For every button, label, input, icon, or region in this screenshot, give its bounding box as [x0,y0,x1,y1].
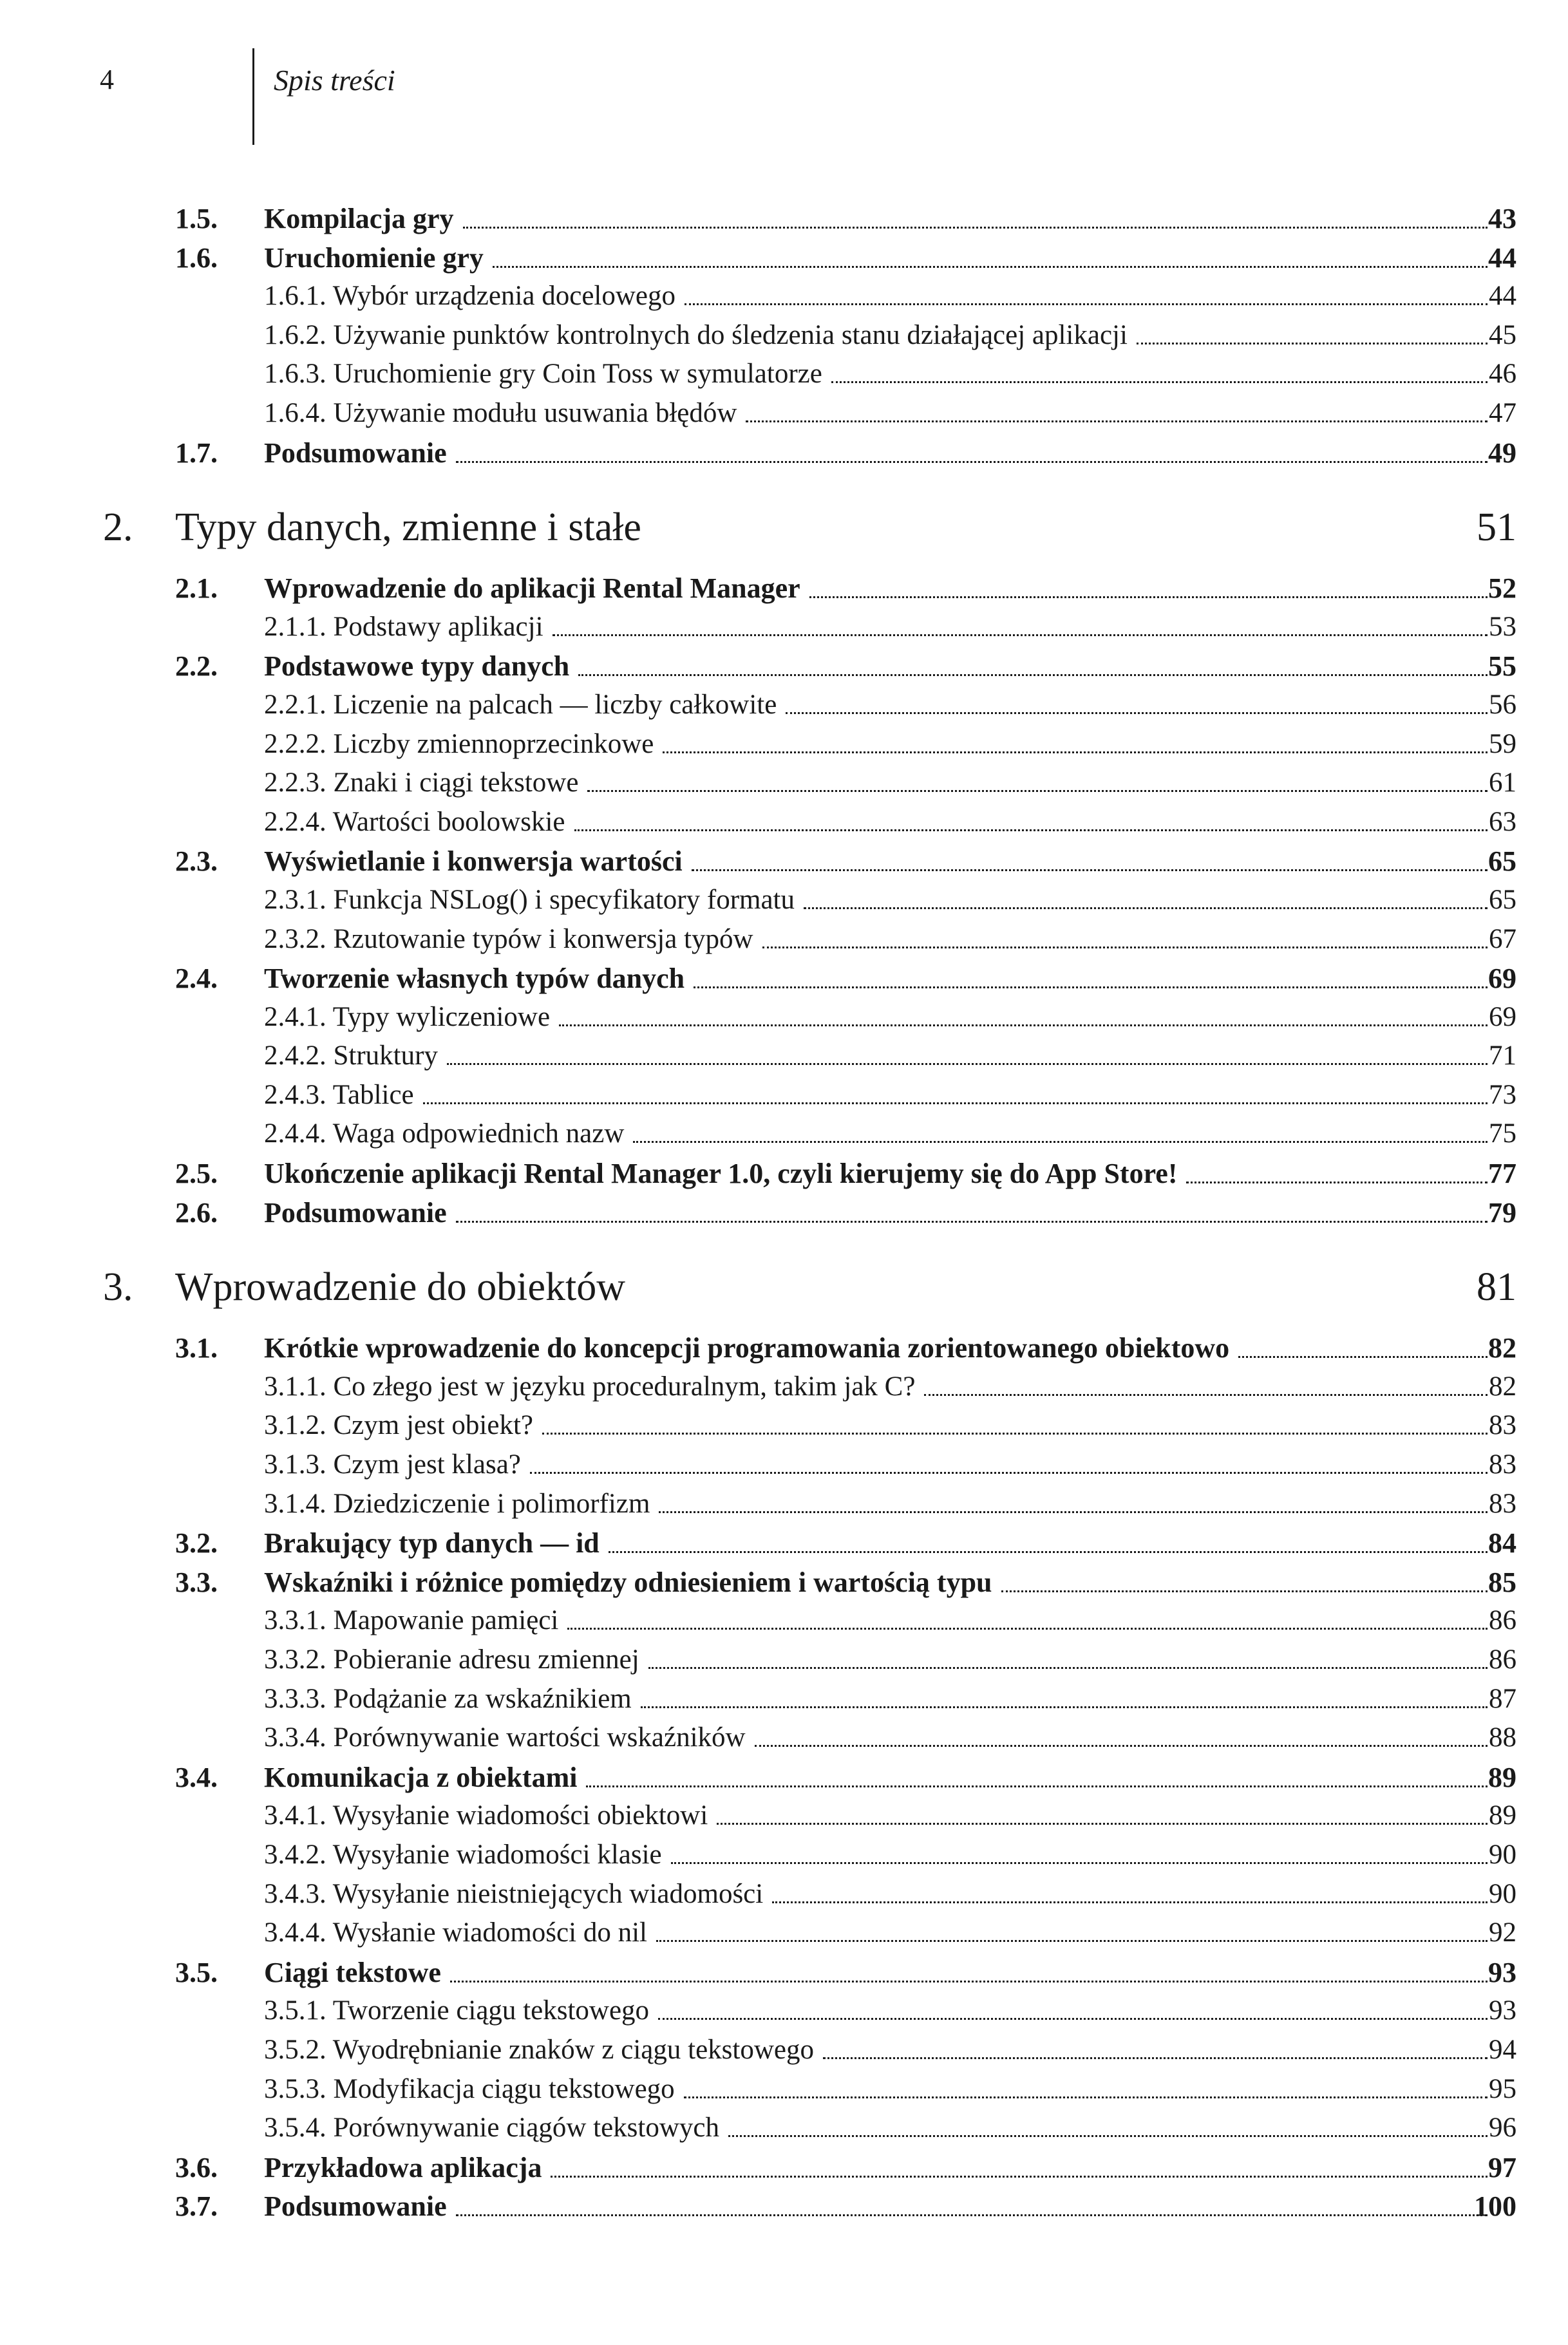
toc-entry [0,1194,1568,1233]
toc-entry-title: 3.5.3. Modyfikacja ciągu tekstowego [264,2073,675,2104]
toc-entry [0,1077,1568,1116]
toc-entry-title: 3.5.1. Tworzenie ciągu tekstowego [264,1995,650,2026]
toc-entry-page: 82 [1489,1371,1516,1402]
toc-entry-number: 2.6. [175,1196,218,1229]
toc-entry-title: 3.4.1. Wysyłanie wiadomości obiektowi [264,1800,708,1831]
toc-entry [0,2187,1568,2227]
toc-entry-page: 90 [1489,1839,1516,1870]
toc-entry-title: Wyświetlanie i konwersja wartości [264,845,683,878]
toc-entry [0,1641,1568,1681]
toc-entry-page: 46 [1489,359,1516,390]
toc-entry-title: 2.3.1. Funkcja NSLog() i specyfikatory formatu [264,884,795,915]
toc-entry-page: 75 [1489,1118,1516,1149]
toc-entry-title: 2.4.4. Waga odpowiednich nazw [264,1118,625,1149]
toc-entry-page: 93 [1489,1995,1516,2026]
toc-entry-page: 86 [1489,1605,1516,1636]
dot-leader [772,1901,1488,1903]
toc-entry [0,355,1568,395]
toc-entry-title: 3.1.4. Dziedziczenie i polimorfizm [264,1488,650,1519]
toc-entry-number: 3.7. [175,2190,218,2223]
dot-leader [685,303,1488,305]
toc-entry-page: 43 [1488,203,1516,234]
dot-leader [456,1221,1488,1223]
toc-entry-title: Uruchomienie gry [264,241,484,274]
toc-entry-number: 3.5. [175,1956,218,1988]
toc-entry-page: 83 [1489,1449,1516,1480]
toc-entry-title: 2.2.1. Liczenie na palcach — liczby całkowite [264,689,777,720]
toc-entry [0,842,1568,881]
toc-entry [0,569,1568,608]
toc-chapter [0,1232,1568,1329]
toc-entry-title: Brakujący typ danych — id [264,1527,600,1559]
toc-entry [0,278,1568,317]
toc-entry [0,1602,1568,1641]
dot-leader [924,1394,1488,1396]
toc-entry-title: 2.2.4. Wartości boolowskie [264,806,565,837]
toc-entry-number: 1.6. [175,241,218,274]
toc-entry-title: Kompilacja gry [264,203,454,234]
toc-entry-title: Przykładowa aplikacja [264,2151,542,2183]
dot-leader [1001,1590,1488,1592]
toc-entry-number: 1.5. [175,203,218,234]
dot-leader [671,1862,1488,1864]
toc-entry-page: 73 [1489,1079,1516,1110]
toc-entry-page: 44 [1488,241,1516,274]
dot-leader [574,829,1488,831]
toc-entry [0,2149,1568,2188]
dot-leader [1238,1356,1488,1358]
toc-entry-number: 3.4. [175,1761,218,1793]
dot-leader [684,2096,1488,2098]
toc-entry-number: 2.2. [175,650,218,683]
toc-entry-page: 49 [1488,437,1516,469]
dot-leader [609,1551,1488,1553]
toc-entry-title: 3.1.3. Czym jest klasa? [264,1449,521,1480]
toc-entry-page: 69 [1489,1001,1516,1032]
toc-entry [0,999,1568,1038]
dot-leader [633,1141,1488,1143]
toc-entry-page: 95 [1489,2073,1516,2104]
toc-entry-page: 52 [1488,572,1516,605]
toc-entry-page: 65 [1488,845,1516,878]
toc-entry [0,804,1568,843]
toc-entry [0,1154,1568,1194]
toc-entry-title: 3.4.4. Wysłanie wiadomości do nil [264,1917,647,1948]
toc-entry-page: 45 [1489,319,1516,350]
toc-entry-title: Komunikacja z obiektami [264,1761,578,1793]
dot-leader [659,1511,1488,1513]
dot-leader [559,1024,1488,1026]
toc-entry [0,726,1568,765]
toc-entry-title: 3.3.2. Pobieranie adresu zmiennej [264,1644,639,1675]
toc-entry [0,1992,1568,2031]
dot-leader [1137,343,1488,344]
dot-leader [831,381,1488,383]
dot-leader [809,596,1488,598]
toc-entry [0,647,1568,686]
toc-entry [0,2109,1568,2149]
dot-leader [423,1102,1488,1104]
toc-entry [0,1954,1568,1993]
toc-entry-title: 3.3.4. Porównywanie wartości wskaźników [264,1722,746,1753]
toc-entry-page: 81 [1477,1265,1516,1310]
dot-leader [456,461,1488,463]
toc-entry-title: 2.4.3. Tablice [264,1079,414,1110]
toc-entry-page: 93 [1488,1956,1516,1988]
toc-entry-title: 3.5.4. Porównywanie ciągów tekstowych [264,2113,719,2143]
toc-entry-page: 77 [1488,1158,1516,1190]
dot-leader [530,1472,1488,1474]
toc-entry-title: 3.3.3. Podążanie za wskaźnikiem [264,1683,632,1714]
toc-entry-number: 2. [103,505,133,550]
toc-entry-number: 1.7. [175,437,218,469]
toc-entry-page: 94 [1489,2034,1516,2065]
toc-entry [0,1446,1568,1485]
dot-leader [656,1940,1488,1942]
dot-leader [456,2214,1488,2216]
dot-leader [641,1706,1488,1708]
toc-entry-title: Podsumowanie [264,2190,447,2223]
toc-entry [0,1524,1568,1563]
toc-entry [0,239,1568,278]
toc-entry-page: 92 [1489,1917,1516,1948]
dot-leader [728,2135,1488,2137]
toc-entry-title: Podsumowanie [264,1196,447,1229]
toc-entry [0,1407,1568,1446]
toc-entry-title: Typy danych, zmienne i stałe [175,505,641,550]
toc-entry-page: 61 [1489,768,1516,798]
toc-entry-number: 3.6. [175,2151,218,2183]
toc-entry-page: 87 [1489,1683,1516,1714]
toc-entry-page: 44 [1489,281,1516,312]
dot-leader [648,1667,1488,1669]
toc-entry-title: Ukończenie aplikacji Rental Manager 1.0, czyli kierujemy się do App Store! [264,1158,1178,1190]
toc-entry-page: 85 [1488,1566,1516,1598]
toc-entry-page: 51 [1477,505,1516,550]
toc-entry-page: 86 [1489,1644,1516,1675]
toc-entry [0,1368,1568,1408]
dot-leader [663,751,1488,753]
dot-leader [463,227,1488,229]
page-header [0,0,1568,155]
toc-entry-title: 2.3.2. Rzutowanie typów i konwersja typów [264,923,753,954]
toc-entry [0,686,1568,726]
dot-leader [746,420,1488,422]
toc-entry-page: 88 [1489,1722,1516,1753]
toc-entry-number: 3. [103,1265,133,1310]
toc-entry [0,1681,1568,1720]
toc-entry-number: 2.1. [175,572,218,605]
toc-entry [0,1836,1568,1876]
toc-entry-page: 67 [1489,923,1516,954]
toc-entry-title: Krótkie wprowadzenie do koncepcji programowania zorientowanego obiektowo [264,1332,1230,1364]
toc-entry-number: 2.4. [175,963,218,995]
page-number: 4 [100,64,114,95]
table-of-contents [0,200,1568,2227]
toc-entry [0,1876,1568,1915]
toc-entry [0,1563,1568,1603]
dot-leader [823,2057,1488,2059]
toc-entry-page: 82 [1488,1332,1516,1364]
dot-leader [587,790,1488,792]
toc-entry [0,2031,1568,2071]
toc-entry [0,1719,1568,1758]
toc-entry-title: 3.1.1. Co złego jest w języku proceduralnym, takim jak C? [264,1371,916,1402]
toc-chapter [0,473,1568,569]
toc-entry [0,1914,1568,1954]
toc-entry [0,2071,1568,2110]
toc-entry [0,881,1568,921]
toc-entry-title: Tworzenie własnych typów danych [264,963,685,995]
toc-entry [0,395,1568,434]
running-head: Spis treści [274,64,395,97]
toc-entry-page: 79 [1488,1196,1516,1229]
dot-leader [717,1823,1488,1825]
toc-entry-page: 84 [1488,1527,1516,1559]
dot-leader [1186,1182,1488,1183]
toc-entry [0,608,1568,648]
toc-entry-page: 53 [1489,611,1516,642]
dot-leader [493,266,1488,268]
toc-entry [0,1797,1568,1836]
toc-entry-number: 2.5. [175,1158,218,1190]
toc-entry-page: 63 [1489,806,1516,837]
toc-entry [0,959,1568,999]
toc-entry-title: Wprowadzenie do obiektów [175,1265,625,1310]
toc-entry-page: 59 [1489,728,1516,759]
toc-entry-page: 65 [1489,884,1516,915]
toc-entry-number: 2.3. [175,845,218,878]
toc-entry [0,1485,1568,1525]
dot-leader [447,1063,1488,1065]
toc-entry-title: 2.1.1. Podstawy aplikacji [264,611,543,642]
toc-entry-title: Wprowadzenie do aplikacji Rental Manager [264,572,800,605]
dot-leader [658,2018,1488,2020]
toc-entry-page: 96 [1489,2113,1516,2143]
toc-entry-page: 100 [1474,2190,1516,2223]
toc-entry-title: Podsumowanie [264,437,447,469]
toc-entry-title: 3.4.2. Wysyłanie wiadomości klasie [264,1839,662,1870]
dot-leader [755,1745,1488,1747]
toc-entry-title: 2.4.1. Typy wyliczeniowe [264,1001,551,1032]
toc-entry-page: 83 [1489,1488,1516,1519]
toc-entry-title: 1.6.1. Wybór urządzenia docelowego [264,281,675,312]
toc-entry-page: 89 [1489,1800,1516,1831]
dot-leader [804,907,1488,909]
toc-entry [0,200,1568,239]
dot-leader [553,634,1488,636]
toc-entry-title: 2.2.3. Znaki i ciągi tekstowe [264,768,579,798]
dot-leader [786,712,1488,714]
toc-entry-number: 3.3. [175,1566,218,1598]
dot-leader [762,946,1488,948]
toc-entry-title: 3.4.3. Wysyłanie nieistniejących wiadomości [264,1878,764,1909]
toc-entry-title: Podstawowe typy danych [264,650,570,683]
toc-entry-page: 89 [1488,1761,1516,1793]
dot-leader [694,986,1488,988]
dot-leader [578,674,1488,676]
toc-entry [0,317,1568,356]
toc-entry-title: 1.6.4. Używanie modułu usuwania błędów [264,397,737,428]
toc-entry-number: 3.2. [175,1527,218,1559]
dot-leader [450,1981,1488,1982]
toc-entry-page: 55 [1488,650,1516,683]
toc-entry [0,1037,1568,1077]
toc-entry-number: 3.1. [175,1332,218,1364]
dot-leader [692,869,1488,871]
toc-entry-page: 83 [1489,1410,1516,1441]
toc-entry-title: Wskaźniki i różnice pomiędzy odniesieniem i wartością typu [264,1566,992,1598]
toc-entry-page: 56 [1489,689,1516,720]
toc-entry-title: 1.6.2. Używanie punktów kontrolnych do śledzenia stanu działającej aplikacji [264,319,1128,350]
toc-entry [0,1115,1568,1154]
toc-entry-page: 69 [1488,963,1516,995]
toc-entry-title: 2.4.2. Struktury [264,1041,438,1071]
header-divider [252,48,254,145]
toc-entry [0,921,1568,960]
toc-entry-page: 47 [1489,397,1516,428]
toc-entry-title: 3.1.2. Czym jest obiekt? [264,1410,533,1441]
toc-entry-title: Ciągi tekstowe [264,1956,441,1988]
toc-entry-title: 3.3.1. Mapowanie pamięci [264,1605,559,1636]
toc-entry-page: 71 [1489,1041,1516,1071]
toc-entry-page: 97 [1488,2151,1516,2183]
dot-leader [567,1628,1488,1630]
toc-entry [0,764,1568,804]
toc-entry-title: 2.2.2. Liczby zmiennoprzecinkowe [264,728,654,759]
dot-leader [586,1785,1488,1787]
toc-entry [0,1329,1568,1368]
dot-leader [542,1433,1488,1435]
toc-entry-title: 3.5.2. Wyodrębnianie znaków z ciągu tekstowego [264,2034,814,2065]
toc-entry-title: 1.6.3. Uruchomienie gry Coin Toss w symulatorze [264,359,822,390]
toc-entry [0,1758,1568,1798]
toc-entry-page: 90 [1489,1878,1516,1909]
dot-leader [551,2176,1488,2178]
toc-entry [0,434,1568,473]
